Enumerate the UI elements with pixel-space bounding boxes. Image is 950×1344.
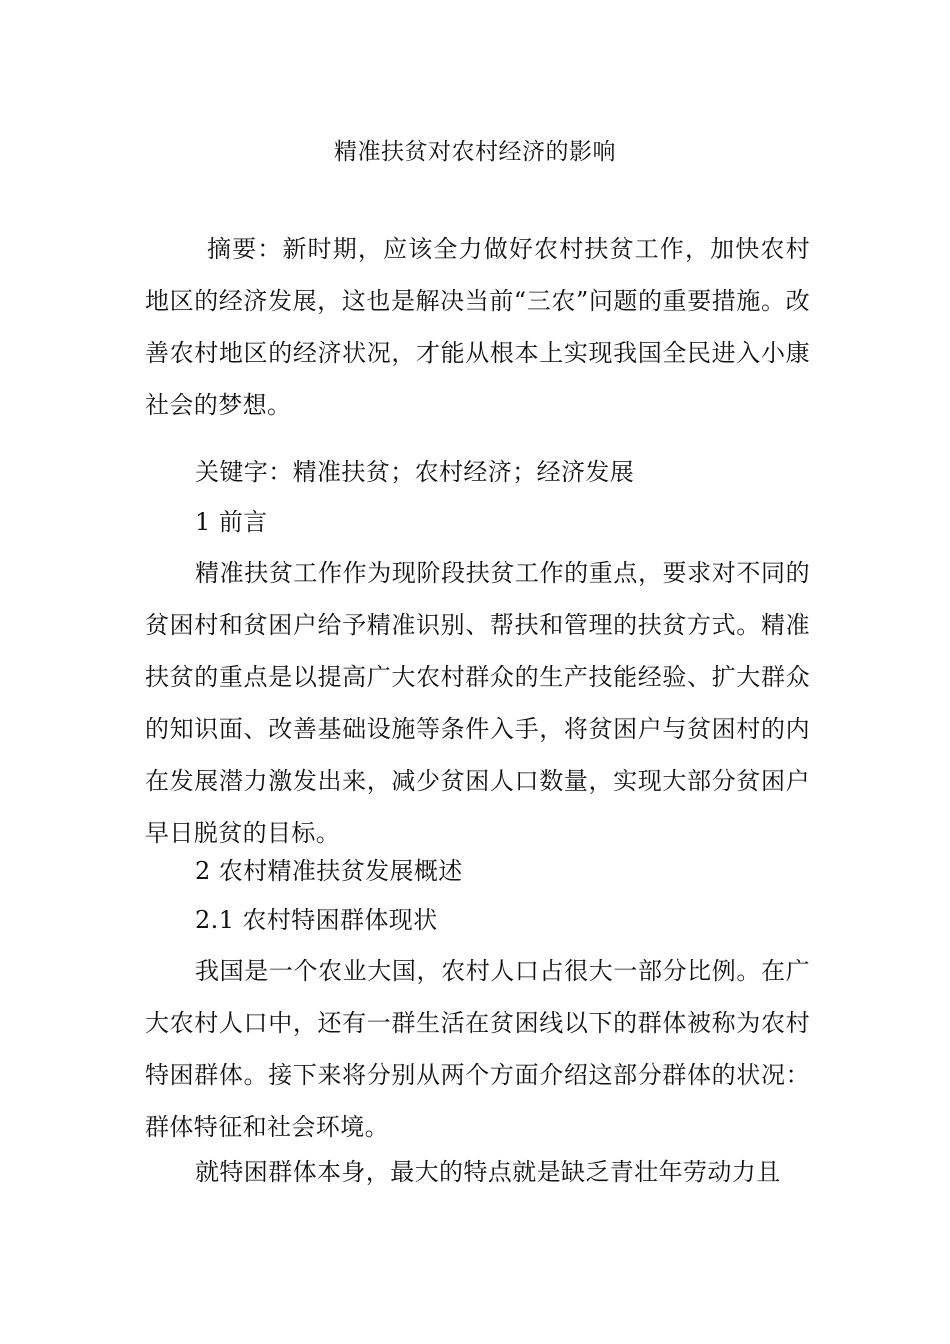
section-1-heading: 1 前言 (195, 508, 268, 536)
section-2-1-paragraph-2: 就特困群体本身，最大的特点就是缺乏青壮年劳动力且 (195, 1158, 781, 1186)
section-2-heading: 2 农村精准扶贫发展概述 (195, 857, 463, 885)
section-1-paragraph: 精准扶贫工作作为现阶段扶贫工作的重点，要求对不同的贫困村和贫困户给予精准识别、帮扶和管理的扶贫方式。精准扶贫的重点是以提高广大农村群众的生产技能经验、扩大群众的知识面、改善基础设施等条件入手，将贫困户与贫困村的内在发展潜力激发出来，减少贫困人口数量，实现大部分贫困户早日脱贫的目标。 (145, 559, 810, 847)
section-2-1-heading: 2.1 农村特困群体现状 (195, 906, 438, 934)
document-title: 精准扶贫对农村经济的影响 (334, 139, 616, 165)
section-2-1-paragraph-1: 我国是一个农业大国，农村人口占很大一部分比例。在广大农村人口中，还有一群生活在贫困线以下的群体被称为农村特困群体。接下来将分别从两个方面介绍这部分群体的状况：群体特征和社会环境。 (145, 957, 810, 1141)
abstract-paragraph: 摘要：新时期，应该全力做好农村扶贫工作，加快农村地区的经济发展，这也是解决当前“三农”问题的重要措施。改善农村地区的经济状况，才能从根本上实现我国全民进入小康社会的梦想。 (145, 235, 810, 419)
keywords-line: 关键字：精准扶贫；农村经济；经济发展 (195, 458, 635, 486)
